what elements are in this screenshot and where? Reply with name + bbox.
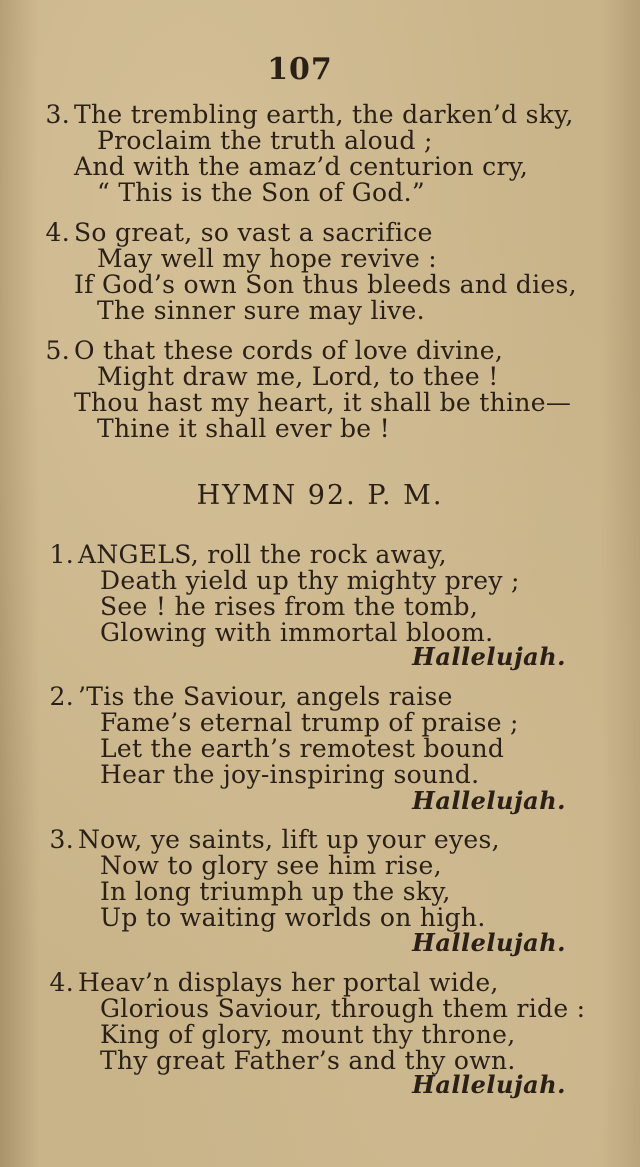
verse-line: Fame’s eternal trump of praise ; <box>100 708 519 737</box>
verse-line: Glorious Saviour, through them ride : <box>100 994 586 1023</box>
verse-number: 2. <box>49 682 74 711</box>
verse-number: 5. <box>45 336 70 365</box>
verse-number: 4. <box>49 968 74 997</box>
chorus-refrain: Hallelujah. <box>412 928 566 957</box>
verse-line-text: ANGELS, roll the rock away, <box>78 540 447 569</box>
verse-line: King of glory, mount thy throne, <box>100 1020 516 1049</box>
verse-line: Thou hast my heart, it shall be thine— <box>74 388 572 417</box>
verse-number: 1. <box>49 540 74 569</box>
verse-line: Hear the joy-inspiring sound. <box>100 760 480 789</box>
verse-line: In long triumph up the sky, <box>100 877 451 906</box>
verse-line: Thine it shall ever be ! <box>97 414 390 443</box>
verse-number: 3. <box>45 100 70 129</box>
verse-line: Death yield up thy mighty prey ; <box>100 566 520 595</box>
verse-line-text: Now, ye saints, lift up your eyes, <box>78 825 500 854</box>
verse-line: If God’s own Son thus bleeds and dies, <box>74 270 577 299</box>
page-number: 107 <box>267 52 333 87</box>
verse-line: “ This is the Son of God.” <box>97 178 425 207</box>
verse-line: Let the earth’s remotest bound <box>100 734 505 763</box>
verse-line-text: So great, so vast a sacrifice <box>74 218 433 247</box>
verse-line-text: O that these cords of love divine, <box>74 336 504 365</box>
verse-line: Might draw me, Lord, to thee ! <box>97 362 499 391</box>
hymn-title: HYMN 92. P. M. <box>196 480 444 511</box>
verse-line: The sinner sure may live. <box>97 296 425 325</box>
verse-line: And with the amaz’d centurion cry, <box>74 152 529 181</box>
verse-line-text: ’Tis the Saviour, angels raise <box>78 682 453 711</box>
verse-line: May well my hope revive : <box>97 244 438 273</box>
verse-number: 3. <box>49 825 74 854</box>
chorus-refrain: Hallelujah. <box>412 1070 566 1099</box>
verse-line: Thy great Father’s and thy own. <box>100 1046 516 1075</box>
verse-line: Glowing with immortal bloom. <box>100 618 494 647</box>
verse-line-text: The trembling earth, the darken’d sky, <box>74 100 574 129</box>
verse-line: Up to waiting worlds on high. <box>100 903 486 932</box>
verse-line: See ! he rises from the tomb, <box>100 592 479 621</box>
verse-line: Proclaim the truth aloud ; <box>97 126 433 155</box>
chorus-refrain: Hallelujah. <box>412 642 566 671</box>
verse-line: Now to glory see him rise, <box>100 851 442 880</box>
chorus-refrain: Hallelujah. <box>412 786 566 815</box>
verse-number: 4. <box>45 218 70 247</box>
verse-line-text: Heav’n displays her portal wide, <box>78 968 499 997</box>
